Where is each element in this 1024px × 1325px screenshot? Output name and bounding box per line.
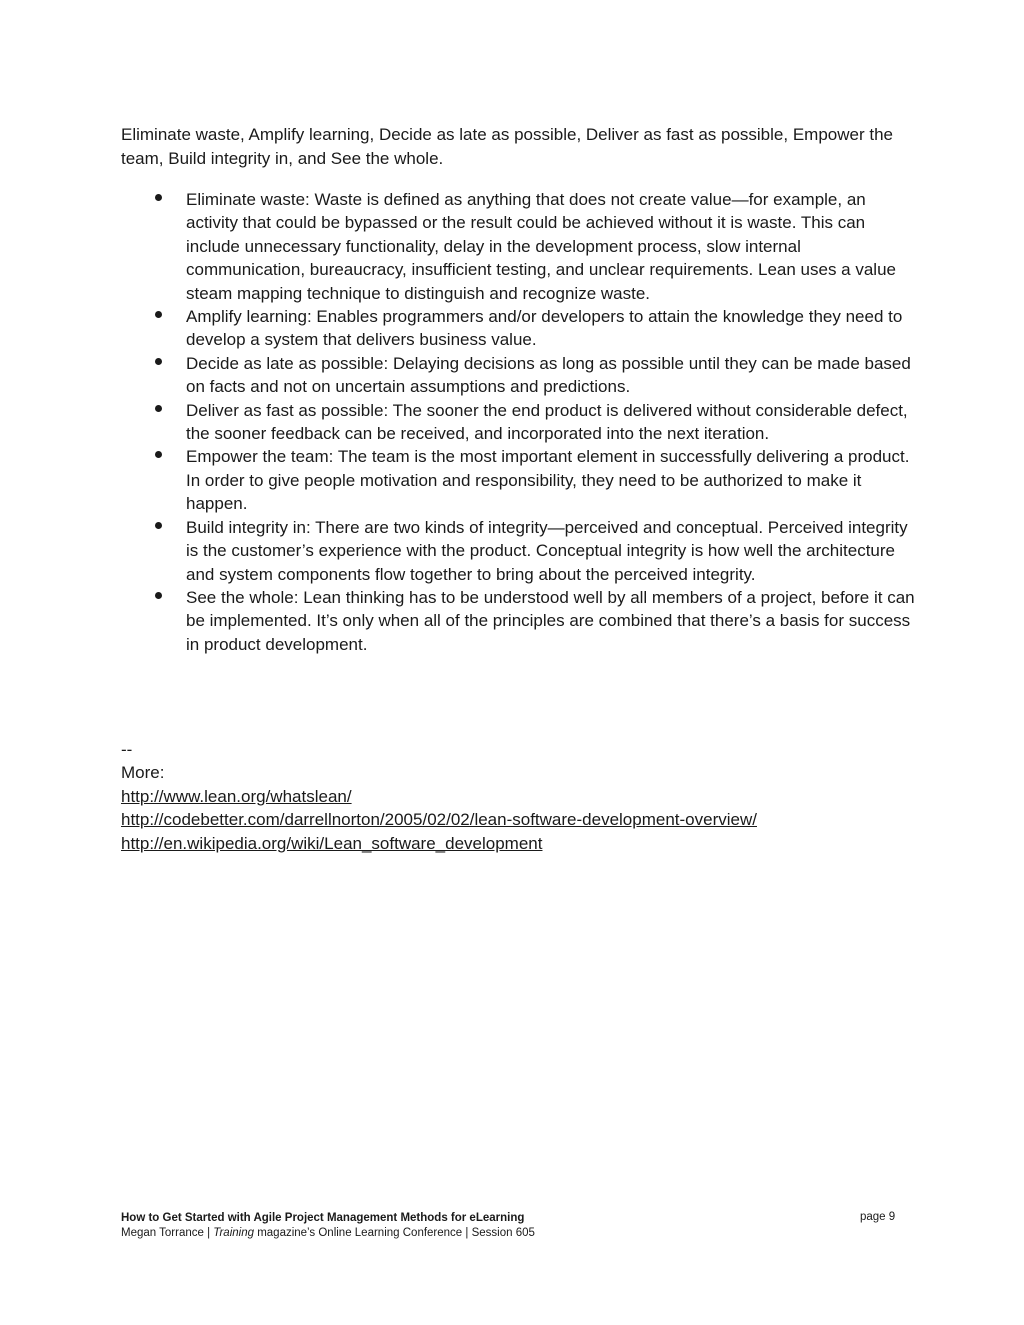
footer-session: Session 605 — [471, 1227, 535, 1239]
bullet-icon — [155, 358, 162, 365]
more-links-section — [121, 738, 921, 855]
list-item-text: Deliver as fast as possible: The sooner the end product is delivered without considerable defect, the sooner feedback can be received, and incorporated into the next iteration. — [186, 400, 908, 444]
more-label: More: — [121, 763, 165, 783]
footer-credits — [121, 1226, 901, 1241]
list-item — [121, 586, 921, 656]
page-number: page 9 — [860, 1211, 896, 1223]
list-item — [121, 352, 921, 399]
bullet-icon — [155, 194, 162, 201]
list-item-text: Amplify learning: Enables programmers and/or developers to attain the knowledge they need to develop a system that delivers business value. — [186, 307, 903, 350]
list-item-text: Build integrity in: There are two kinds of integrity—perceived and conceptual. Perceived integrity is the customer’s experience with the product. Conceptual integrity is how well the architecture and system components flow together to bring about the perceived integrity. — [186, 517, 908, 584]
bullet-icon — [155, 522, 162, 529]
list-item-text: Empower the team: The team is the most important element in successfully delivering a product. In order to give people motivation and responsibility, they need to be authorized to make it happen. — [186, 447, 910, 514]
link-wikipedia[interactable]: http://en.wikipedia.org/wiki/Lean_software_development — [121, 833, 543, 853]
footer-conference: magazine’s Online Learning Conference — [254, 1227, 463, 1239]
list-item — [121, 305, 921, 352]
footer-title: How to Get Started with Agile Project Management Methods for eLearning — [121, 1212, 525, 1224]
page-footer — [121, 1211, 901, 1241]
principles-list — [121, 188, 921, 656]
link-codebetter[interactable]: http://codebetter.com/darrellnorton/2005/02/02/lean-software-development-overview/ — [121, 810, 757, 830]
bullet-icon — [155, 451, 162, 458]
bullet-icon — [155, 311, 162, 318]
footer-author: Megan Torrance — [121, 1227, 204, 1239]
footer-publication: Training — [213, 1227, 254, 1239]
list-item — [121, 516, 921, 586]
footer-separator: | — [462, 1227, 472, 1239]
separator-text: -- — [121, 740, 133, 759]
list-item — [121, 445, 921, 515]
bullet-icon — [155, 592, 162, 599]
list-item-text: See the whole: Lean thinking has to be understood well by all members of a project, before it can be implemented. It’s only when all of the principles are combined that there’s a basis for success in product development. — [186, 587, 915, 654]
intro-paragraph: Eliminate waste, Amplify learning, Decide as late as possible, Deliver as fast as possible, Empower the team, Build integrity in, and See the whole. — [121, 125, 893, 168]
list-item — [121, 399, 921, 446]
list-item-text: Eliminate waste: Waste is defined as anything that does not create value—for example, an activity that could be bypassed or the result could be achieved without it is waste. This can include unnecessary functionality, delay in the development process, slow internal communication, bureaucracy, insufficient testing, and unclear requirements. Lean uses a value steam mapping technique to distinguish and recognize waste. — [186, 190, 896, 303]
footer-separator: | — [203, 1227, 214, 1239]
list-item-text: Decide as late as possible: Delaying decisions as long as possible until they can be made based on facts and not on uncertain assumptions and predictions. — [186, 353, 911, 397]
bullet-icon — [155, 405, 162, 412]
list-item — [121, 188, 921, 305]
link-lean-org[interactable]: http://www.lean.org/whatslean/ — [121, 786, 352, 806]
